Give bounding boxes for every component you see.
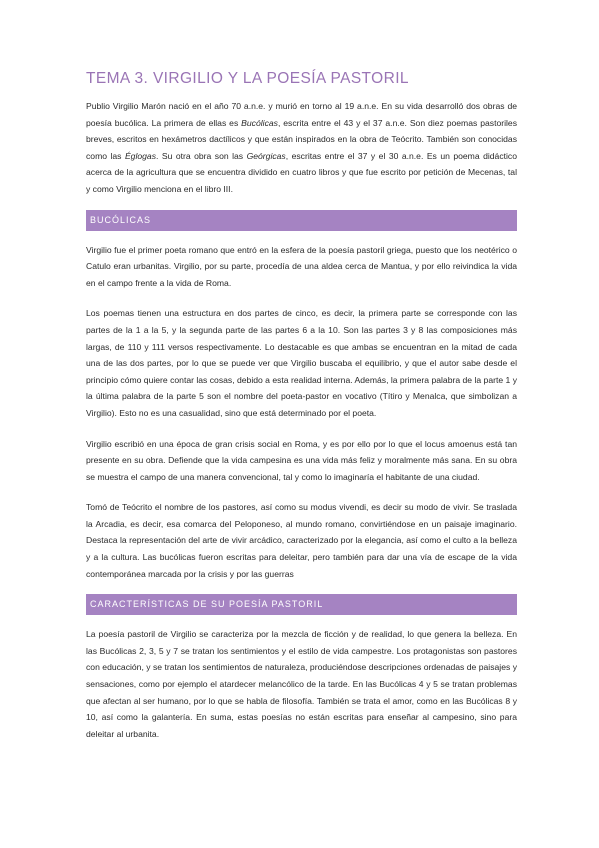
intro-paragraph (86, 98, 517, 198)
bucolicas-paragraph-3: Virgilio escribió en una época de gran crisis social en Roma, y es por ello por lo que el locus amoenus está tan presente en su obra. Defiende que la vida campesina es una vida más feliz y moralmente más sana. En su obra se muestra el campo de una manera convencional, tal y como lo imaginaría el habitante de una ciudad. (86, 438, 517, 482)
bucolicas-paragraph-2: Los poemas tienen una estructura en dos partes de cinco, es decir, la primera parte se corresponde con las partes de la 1 a la 5, y la segunda parte de las partes 6 a la 10. Son las partes 3 y 8 las composiciones más largas, de 110 y 111 versos respectivamente. Lo destacable es que ambas se encuentran en la mitad de cada una de las dos partes, por lo que se puede ver que Virgilio buscaba el equilibrio, y que el autor sabe desde el principio cómo quiere contar las cosas, debido a esta realidad interna. Además, la primera palabra de la parte 1 y la última palabra de la parte 5 son el nombre del poeta-pastor en vocativo (Títiro y Menalca, que simbolizan a Virgilio). Esto no es una casualidad, sino que está determinado por el poeta. (86, 308, 517, 418)
bucolicas-paragraph-4: Tomó de Teócrito el nombre de los pastores, así como su modus vivendi, es decir su modo de vivir. Se traslada la Arcadia, es decir, esa comarca del Peloponeso, al mundo romano, convirtiéndose en un paisaje imaginario. Destaca la representación del arte de vivir arcádico, caracterizado por la elegancia, así como el culto a la belleza y a la cultura. Las bucólicas fueron escritas para deleitar, pero también para dar una vía de escape de la vida contemporánea marcada por la crisis y por las guerras (86, 502, 517, 579)
section-heading-bucolicas: BUCÓLICAS (86, 210, 517, 231)
intro-text: . Su otra obra son las (156, 150, 247, 161)
intro-work-eglogas: Églogas (124, 150, 156, 161)
intro-text: Publio Virgilio Marón nació en el año 70 a.n.e. y murió en torno al 19 a.n.e. En su vida desarrolló dos obras de poesía bucólica. La primera de ellas es (86, 101, 517, 128)
section-heading-caracteristicas: CARACTERÍSTICAS DE SU POESÍA PASTORIL (86, 594, 517, 615)
intro-work-georgicas: Geórgicas (246, 150, 286, 161)
bucolicas-paragraph-1: Virgilio fue el primer poeta romano que entró en la esfera de la poesía pastoril griega, puesto que los neotérico o Catulo eran urbanitas. Virgilio, por su parte, procedía de una aldea cerca de Mantua, y por ello reivindica la vida en el campo frente a la vida de Roma. (86, 244, 517, 288)
page-title: TEMA 3. VIRGILIO Y LA POESÍA PASTORIL (86, 70, 409, 87)
intro-work-bucolicas: Bucólicas (241, 117, 278, 128)
document-body (86, 70, 517, 742)
caracteristicas-paragraph: La poesía pastoril de Virgilio se caracteriza por la mezcla de ficción y de realidad, lo que genera la belleza. En las Bucólicas 2, 3, 5 y 7 se tratan los sentimientos y el estilo de vida campestre. Los protagonistas son pastores con educación, y se tratan los sentimientos de naturaleza, produciéndose descripciones ordenadas de paisajes y sensaciones, como por ejemplo el atardecer melancólico de la tarde. En las Bucólicas 4 y 5 se tratan problemas que afectan al ser humano, por lo que se habla de filosofía. También se trata el amor, como en las Bucólicas 8 y 10, así como la galantería. En suma, estas poesías no están escritas para enseñar al campesino, sino para deleitar al urbanita. (86, 629, 517, 739)
intro-text: , escrita entre el 43 y el 37 a.n.e. Son diez poemas pastoriles breves, escritos en hexámetros dactílicos y que están inspirados en la obra de Teócrito. También son conocidas como las (86, 117, 517, 161)
intro-text: , escritas entre el 37 y el 30 a.n.e. Es un poema didáctico acerca de la agricultura que se encuentra dividido en cuatro libros y que fue escrito por petición de Mecenas, tal y como Virgilio menciona en el libro III. (86, 150, 518, 194)
